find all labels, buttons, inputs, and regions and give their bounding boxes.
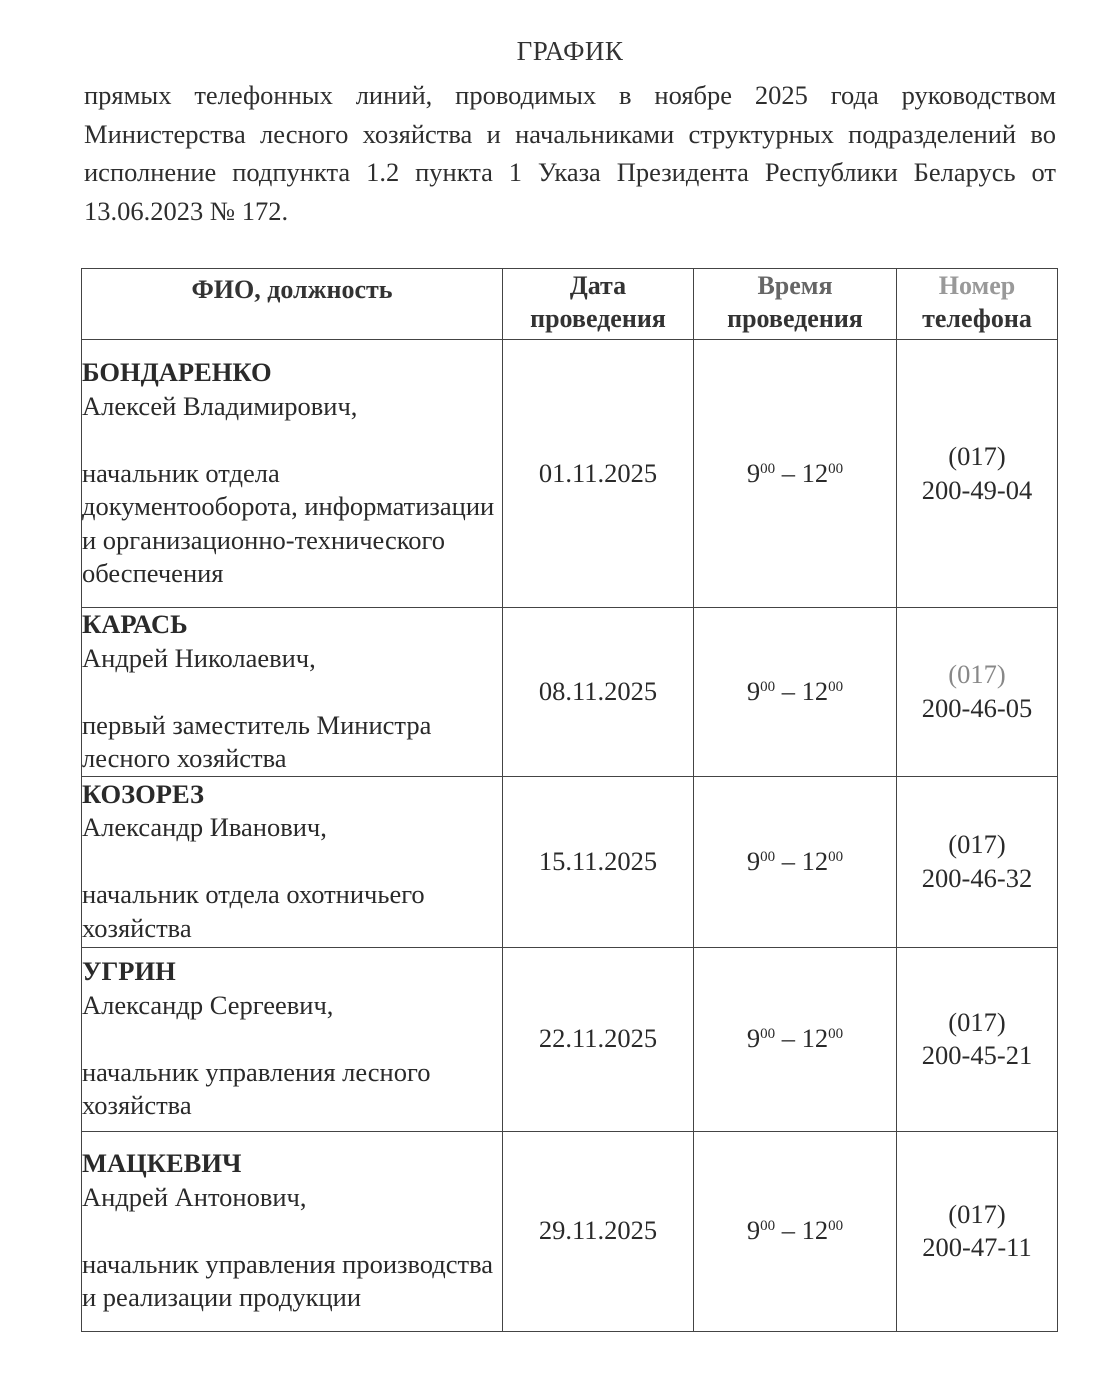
surname: КОЗОРЕЗ: [82, 778, 204, 809]
phone-code: (017): [948, 659, 1006, 690]
phone-cell: [897, 947, 1058, 1131]
header-date: [503, 269, 694, 340]
table-header-row: [82, 269, 1058, 340]
phone-cell: [897, 1131, 1058, 1331]
header-date-line2: проведения: [530, 304, 666, 333]
phone-cell: [897, 340, 1058, 608]
phone-code: (017): [948, 1198, 1006, 1229]
table-row: [82, 608, 1058, 777]
table-row: [82, 947, 1058, 1131]
time-cell: $9^{00} - 12^{00}$: [694, 776, 897, 947]
given-name: Александр Сергеевич,: [82, 989, 334, 1020]
phone-code: (017): [948, 441, 1006, 471]
fio-cell: [82, 947, 503, 1131]
fio-cell: [82, 340, 503, 608]
date-cell: 22.11.2025: [503, 947, 694, 1131]
header-phone: [897, 269, 1058, 340]
given-name: Андрей Антонович,: [82, 1181, 307, 1212]
phone-number: 200-47-11: [922, 1232, 1032, 1262]
header-phone-line1: Номер: [938, 271, 1016, 300]
phone-number: 200-46-32: [921, 862, 1033, 893]
document-intro: прямых телефонных линий, проводимых в ноябре 2025 года руководством Министерства лесного хозяйства и начальниками структурных подразделений во исполнение подпункта 1.2 пункта 1 Указа Президента Республики Беларусь от 13.06.2023 № 172.: [84, 80, 1056, 226]
surname: БОНДАРЕНКО: [82, 357, 272, 388]
surname: КАРАСЬ: [82, 609, 188, 639]
header-date-line1: Дата: [569, 271, 627, 300]
table-row: [82, 340, 1058, 608]
document-title: ГРАФИК: [516, 36, 624, 66]
phone-code: (017): [948, 1006, 1006, 1037]
position: начальник отдела охотничьего хозяйства: [82, 879, 425, 943]
time-cell: $9^{00} - 12^{00}$: [694, 947, 897, 1131]
phone-number: 200-46-05: [921, 692, 1033, 723]
header-time-line2: проведения: [727, 304, 863, 333]
date-cell: 01.11.2025: [503, 340, 694, 608]
fio-cell: [82, 608, 503, 777]
phone-code: (017): [948, 829, 1006, 859]
schedule-table: [81, 268, 1058, 1332]
header-time: [694, 269, 897, 340]
date-cell: 29.11.2025: [503, 1131, 694, 1331]
date-cell: 15.11.2025: [503, 776, 694, 947]
position: первый заместитель Министра лесного хозяйства: [82, 709, 432, 773]
given-name: Александр Иванович,: [82, 812, 327, 843]
fio-cell: [82, 776, 503, 947]
phone-cell: [897, 608, 1058, 777]
time-cell: $9^{00} - 12^{00}$: [694, 1131, 897, 1331]
phone-number: 200-45-21: [921, 1040, 1033, 1070]
position: начальник отдела документооборота, информатизации и организационно-технического обеспечения: [82, 457, 495, 589]
position: начальник управления лесного хозяйства: [82, 1056, 431, 1121]
header-fio: [82, 269, 503, 340]
surname: УГРИН: [82, 956, 176, 987]
time-cell: $9^{00} - 12^{00}$: [694, 340, 897, 608]
position: начальник управления производства и реализации продукции: [82, 1248, 494, 1313]
fio-cell: [82, 1131, 503, 1331]
phone-number: 200-49-04: [921, 474, 1033, 505]
header-fio-label: ФИО, должность: [191, 275, 393, 304]
phone-cell: [897, 776, 1058, 947]
surname: МАЦКЕВИЧ: [82, 1148, 242, 1179]
header-phone-line2: телефона: [922, 304, 1032, 333]
time-cell: $9^{00} - 12^{00}$: [694, 608, 897, 777]
table-row: [82, 1131, 1058, 1331]
given-name: Алексей Владимирович,: [82, 390, 358, 421]
date-cell: 08.11.2025: [503, 608, 694, 777]
given-name: Андрей Николаевич,: [82, 642, 316, 673]
table-row: [82, 776, 1058, 947]
header-time-line1: Время: [757, 271, 833, 300]
